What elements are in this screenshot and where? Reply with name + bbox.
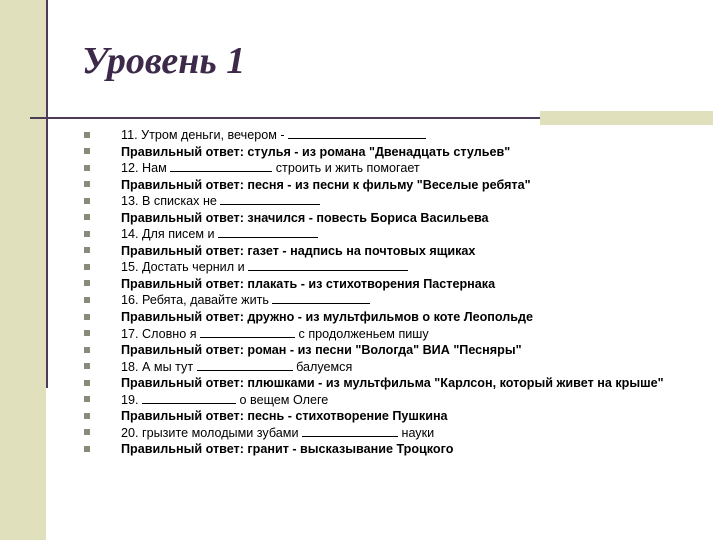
question-line: [84, 425, 684, 442]
line-text: строить и жить помогает: [272, 161, 420, 176]
fill-in-blank: [220, 193, 320, 205]
line-text: Правильный ответ: газет - надпись на почтовых ящиках: [121, 243, 476, 258]
fill-in-blank: [142, 392, 236, 404]
left-decor-band: [0, 0, 46, 540]
fill-in-blank: [200, 326, 295, 338]
left-decor-line: [46, 0, 48, 388]
question-line: [84, 226, 684, 243]
line-text: балуемся: [292, 359, 353, 374]
title-underline-accent: [540, 111, 713, 125]
question-line: [84, 127, 684, 144]
fill-in-blank: [248, 259, 408, 271]
line-text: Правильный ответ: стулья - из романа "Двенадцать стульев": [121, 144, 511, 159]
answer-line: [84, 177, 684, 194]
line-text: Правильный ответ: плюшками - из мультфильма "Карлсон, который живет на крыше": [121, 376, 664, 391]
fill-in-blank: [272, 292, 370, 304]
fill-in-blank: [197, 359, 293, 371]
question-line: [84, 193, 684, 210]
line-text: Правильный ответ: дружно - из мультфильмов о коте Леопольде: [121, 310, 534, 325]
line-text: Правильный ответ: плакать - из стихотворения Пастернака: [121, 276, 496, 291]
answer-line: [84, 144, 684, 161]
fill-in-blank: [302, 425, 398, 437]
answer-line: [84, 210, 684, 227]
title-underline: [30, 117, 540, 119]
line-text: 18. А мы тут: [121, 359, 197, 374]
line-text: с продолженьем пишу: [295, 326, 429, 341]
line-text: 20. грызите молодыми зубами: [121, 425, 302, 440]
answer-line: [84, 243, 684, 260]
line-text: науки: [397, 425, 435, 440]
slide-title: Уровень 1: [82, 40, 246, 82]
line-text: Правильный ответ: гранит - высказывание Троцкого: [121, 442, 454, 457]
line-text: 12. Нам: [121, 161, 171, 176]
answer-line: [84, 342, 684, 359]
question-line: [84, 392, 684, 409]
line-text: 13. В списках не: [121, 194, 221, 209]
line-text: Правильный ответ: роман - из песни "Вологда" ВИА "Песняры": [121, 343, 522, 358]
answer-line: [84, 441, 684, 458]
line-text: 15. Достать чернил и: [121, 260, 249, 275]
question-line: [84, 326, 684, 343]
line-text: 17. Словно я: [121, 326, 201, 341]
question-line: [84, 359, 684, 376]
line-text: Правильный ответ: значился - повесть Бориса Васильева: [121, 210, 489, 225]
line-text: 19.: [121, 392, 143, 407]
line-text: 11. Утром деньги, вечером -: [121, 128, 289, 142]
question-line: [84, 292, 684, 309]
line-text: о вещем Олеге: [236, 392, 329, 407]
answer-line: [84, 375, 684, 392]
line-text: Правильный ответ: песня - из песни к фильму "Веселые ребята": [121, 177, 531, 192]
line-text: 14. Для писем и: [121, 227, 219, 242]
question-line: [84, 160, 684, 177]
answer-line: [84, 276, 684, 293]
answer-line: [84, 408, 684, 425]
answer-line: [84, 309, 684, 326]
fill-in-blank: [218, 226, 318, 238]
quiz-list: [84, 127, 684, 458]
question-line: [84, 259, 684, 276]
line-text: Правильный ответ: песнь - стихотворение Пушкина: [121, 409, 448, 424]
fill-in-blank: [288, 127, 426, 139]
fill-in-blank: [170, 160, 272, 172]
line-text: 16. Ребята, давайте жить: [121, 293, 273, 308]
